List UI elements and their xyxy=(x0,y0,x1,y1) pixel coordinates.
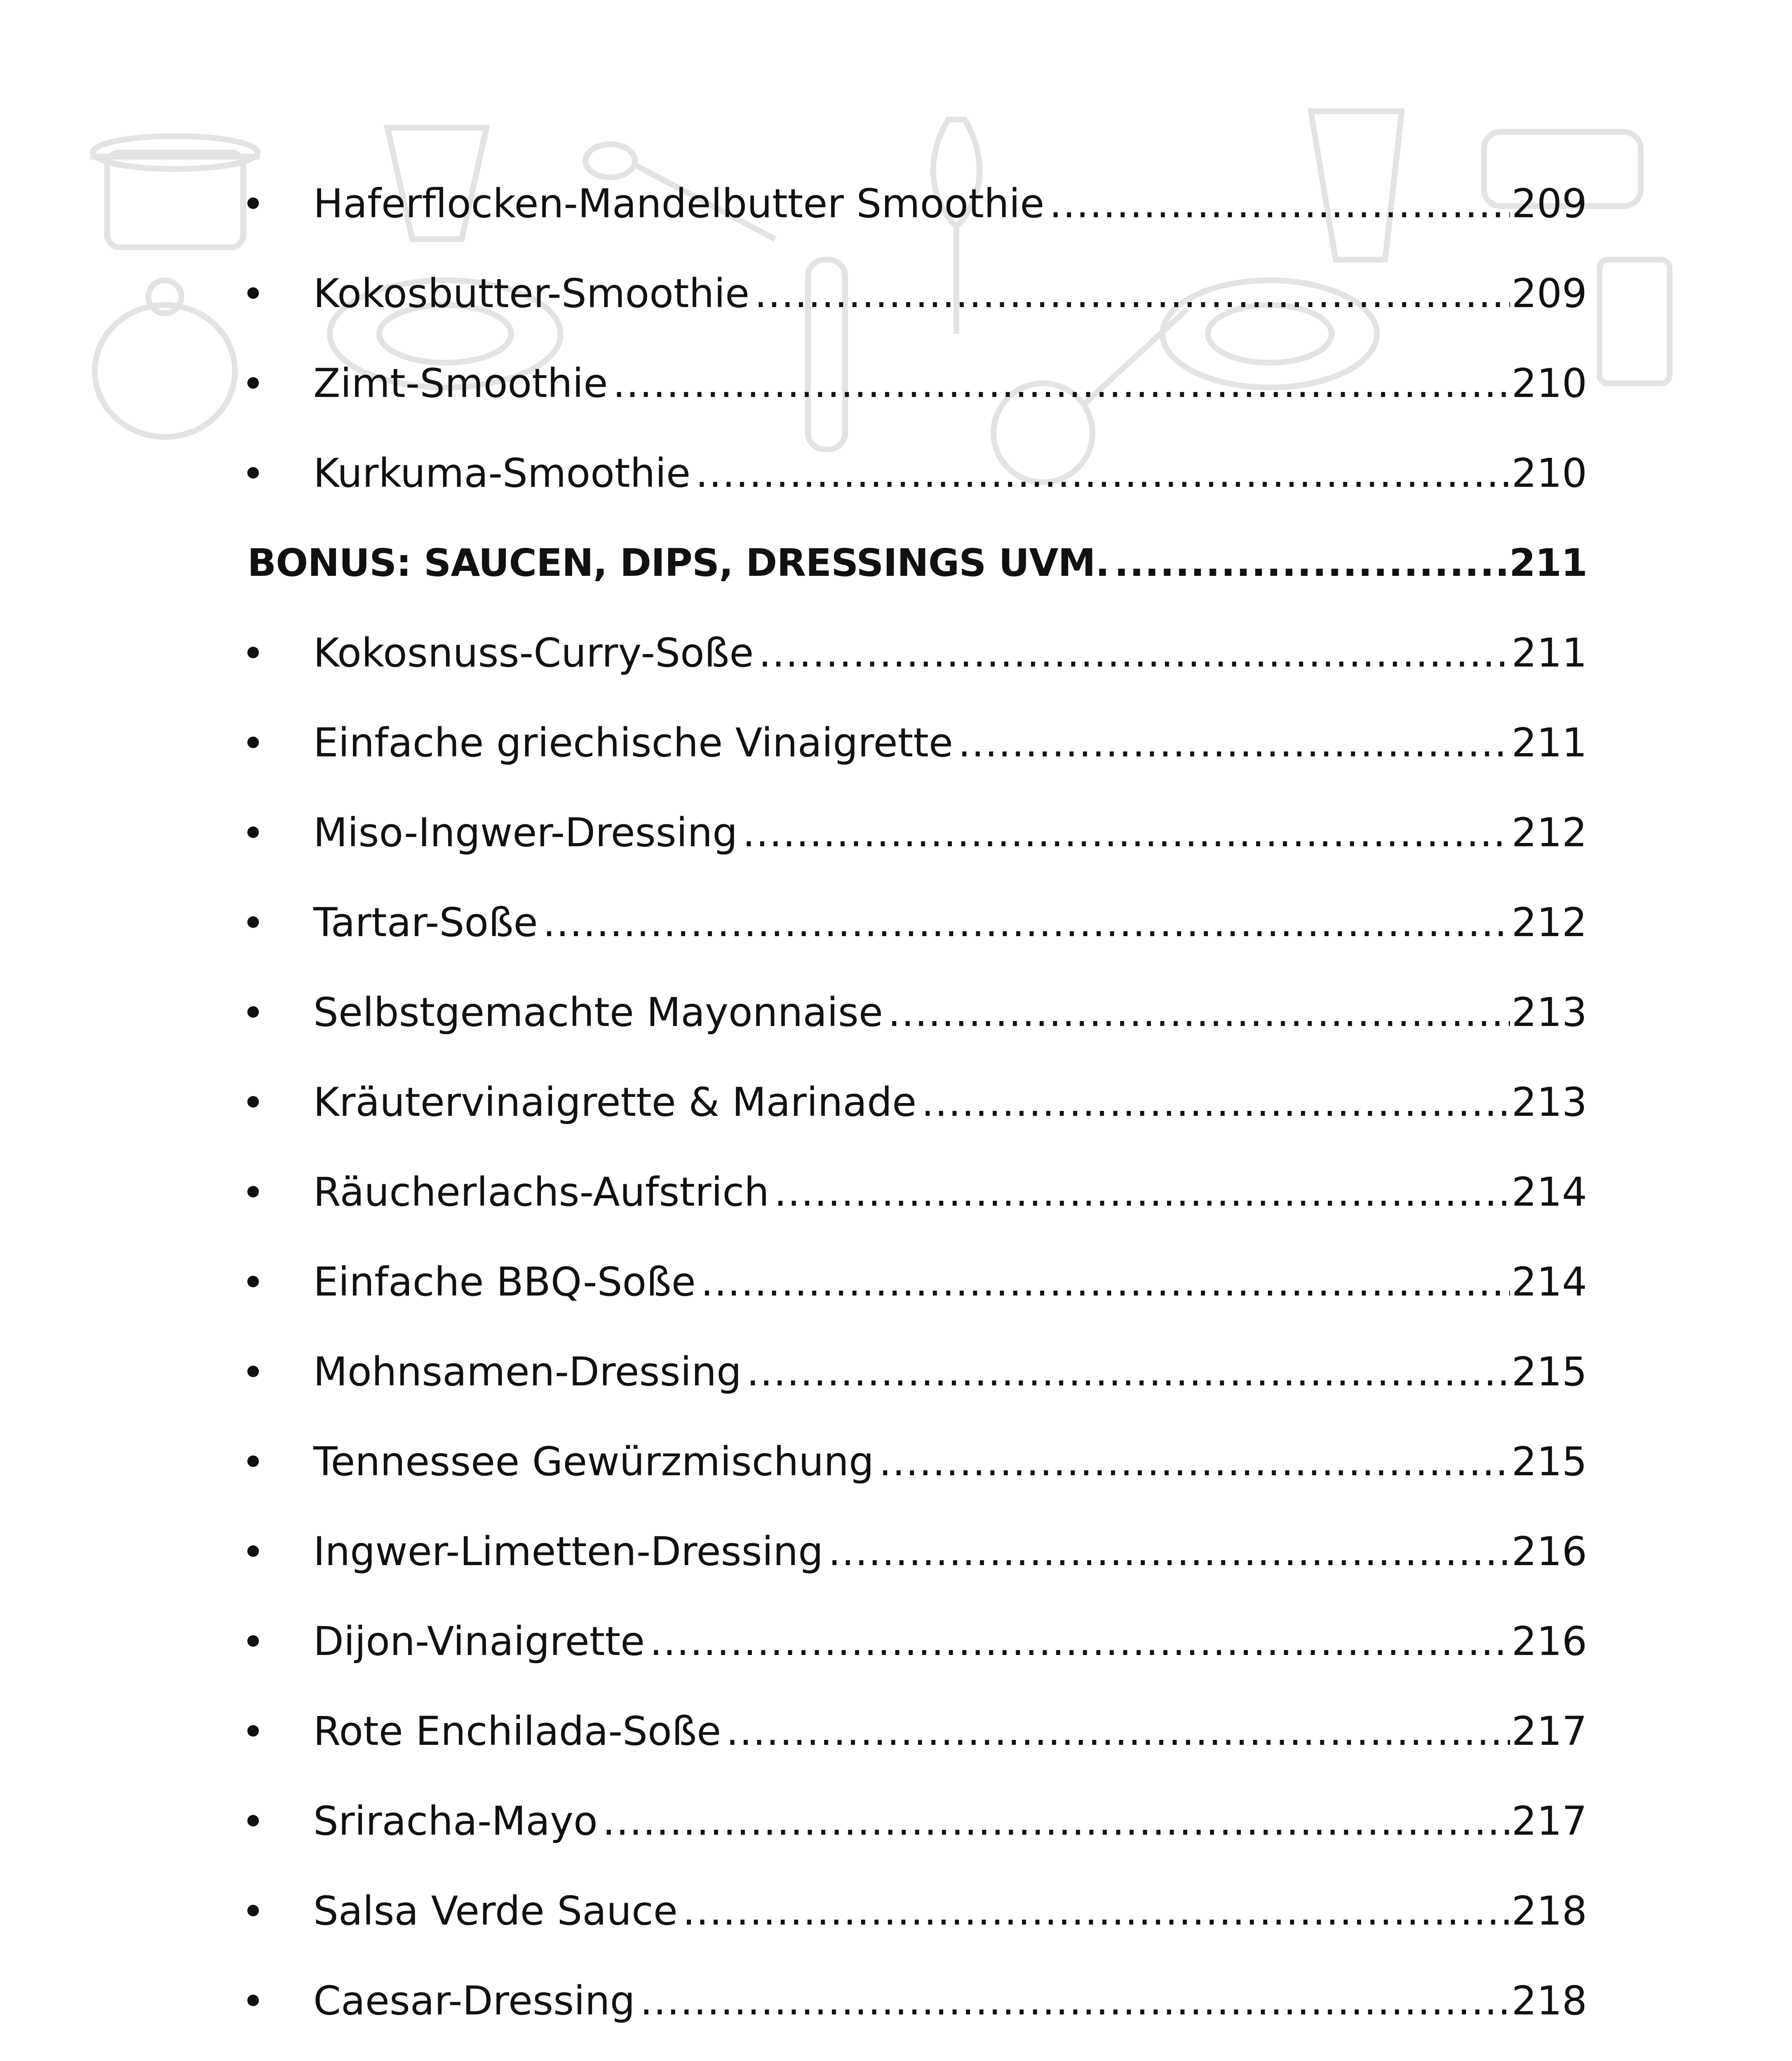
toc-entry-title: Mohnsamen-Dressing xyxy=(313,1349,742,1395)
toc-entry[interactable] xyxy=(247,249,1587,338)
bullet-icon xyxy=(247,916,259,928)
bullet-icon xyxy=(247,1635,259,1647)
bullet-icon xyxy=(247,647,259,658)
bullet-icon xyxy=(247,197,259,209)
bullet-icon xyxy=(247,826,259,838)
toc-entry[interactable] xyxy=(247,2046,1587,2061)
toc-entry-page: 213 xyxy=(1511,989,1587,1035)
bullet-icon xyxy=(247,1455,259,1467)
pot-icon xyxy=(91,136,260,247)
toc-entry-title: Tartar-Soße xyxy=(313,899,538,946)
toc-entry-title: Dijon-Vinaigrette xyxy=(313,1618,645,1664)
toc-entry-page: 209 xyxy=(1511,181,1587,227)
toc-entry-title: Tennessee Gewürzmischung xyxy=(313,1439,874,1485)
toc-entry-page: 209 xyxy=(1511,270,1587,317)
toc-entry-title: Zimt-Smoothie xyxy=(313,360,608,406)
bullet-icon xyxy=(247,1725,259,1737)
toc-entry[interactable] xyxy=(247,878,1587,967)
toc-entry-page: 211 xyxy=(1511,720,1587,766)
toc-entry-page: 216 xyxy=(1511,1618,1587,1664)
dot-leader xyxy=(774,1147,1510,1237)
toc-entry[interactable] xyxy=(247,1147,1587,1237)
dot-leader xyxy=(879,1417,1510,1507)
toc-entry[interactable] xyxy=(247,1686,1587,1776)
dot-leader xyxy=(603,1776,1510,1866)
toc-entry[interactable] xyxy=(247,1507,1587,1596)
toc-entry[interactable] xyxy=(247,1956,1587,2046)
toc-entry-title: Haferflocken-Mandelbutter Smoothie xyxy=(313,181,1045,227)
dot-leader xyxy=(1049,159,1510,249)
bullet-icon xyxy=(247,737,259,748)
toc-entry-title: Kurkuma-Smoothie xyxy=(313,450,691,496)
bullet-icon xyxy=(247,1006,259,1018)
toc-entry[interactable] xyxy=(247,608,1587,698)
sugar-bowl-icon xyxy=(95,280,235,437)
toc-entry-page: 211 xyxy=(1511,630,1587,676)
dot-leader xyxy=(747,1327,1510,1417)
dot-leader xyxy=(695,428,1510,518)
bullet-icon xyxy=(247,1096,259,1108)
dot-leader xyxy=(742,788,1510,878)
toc-entry-title xyxy=(313,2046,653,2061)
dot-leader xyxy=(759,608,1510,698)
toc-entry[interactable] xyxy=(247,1417,1587,1507)
toc-entry-page: 212 xyxy=(1511,810,1587,856)
dot-leader xyxy=(754,249,1510,338)
toc-entry[interactable] xyxy=(247,159,1587,249)
toc-section-heading[interactable] xyxy=(247,518,1587,608)
toc-entry-page: 218 xyxy=(1511,1978,1587,2024)
dot-leader xyxy=(613,338,1510,428)
dot-leader xyxy=(640,1956,1510,2046)
dot-leader xyxy=(653,2046,1510,2061)
bullet-icon xyxy=(247,1815,259,1826)
toc-entry-page: 216 xyxy=(1511,1528,1587,1575)
toc-entry-page: 217 xyxy=(1511,1708,1587,1754)
toc-entry[interactable] xyxy=(247,698,1587,788)
toc-entry-title: Einfache BBQ-Soße xyxy=(313,1259,696,1305)
toc-entry-title: Kräutervinaigrette & Marinade xyxy=(313,1079,917,1125)
dot-leader xyxy=(683,1866,1510,1956)
dot-leader xyxy=(888,967,1510,1057)
bullet-icon xyxy=(247,1186,259,1197)
toc-entry-title: Sriracha-Mayo xyxy=(313,1798,598,1844)
toc-entry-page: 217 xyxy=(1511,1798,1587,1844)
toc-entry-title: Caesar-Dressing xyxy=(313,1978,635,2024)
toc-entry[interactable] xyxy=(247,1866,1587,1956)
dot-leader xyxy=(726,1686,1510,1776)
toc-entry[interactable] xyxy=(247,1327,1587,1417)
toc-entry-page: 212 xyxy=(1511,899,1587,946)
toc-entry[interactable] xyxy=(247,1776,1587,1866)
dot-leader xyxy=(958,698,1510,788)
toc-entry-title: Selbstgemachte Mayonnaise xyxy=(313,989,883,1035)
bullet-icon xyxy=(247,1995,259,2006)
toc-entry-page xyxy=(1510,2046,1587,2061)
toc-entry-page: 215 xyxy=(1511,1439,1587,1485)
toc-entry[interactable] xyxy=(247,1057,1587,1147)
bullet-icon xyxy=(247,1276,259,1287)
toc-entry-page: 214 xyxy=(1511,1169,1587,1215)
toc-entry-page: 215 xyxy=(1511,1349,1587,1395)
toc-entry-title: Einfache griechische Vinaigrette xyxy=(313,720,953,766)
toc-entry-title: Ingwer-Limetten-Dressing xyxy=(313,1528,824,1575)
toc-entry-page: 214 xyxy=(1511,1259,1587,1305)
dot-leader xyxy=(1114,518,1508,608)
toc-entry-title: Rote Enchilada-Soße xyxy=(313,1708,721,1754)
toc-entry-title: Miso-Ingwer-Dressing xyxy=(313,810,738,856)
toc-entry-page: 210 xyxy=(1511,450,1587,496)
bullet-icon xyxy=(247,1545,259,1557)
table-of-contents xyxy=(247,159,1587,2061)
dot-leader xyxy=(921,1057,1510,1147)
toc-entry[interactable] xyxy=(247,428,1587,518)
toc-entry-title: Räucherlachs-Aufstrich xyxy=(313,1169,769,1215)
toc-entry-title: Kokosnuss-Curry-Soße xyxy=(313,630,754,676)
toc-entry[interactable] xyxy=(247,967,1587,1057)
toc-entry-title: Salsa Verde Sauce xyxy=(313,1888,678,1934)
toc-entry-page: 213 xyxy=(1511,1079,1587,1125)
toc-entry-title: Kokosbutter-Smoothie xyxy=(313,270,750,317)
toc-entry[interactable] xyxy=(247,1596,1587,1686)
toc-section-title: BONUS: SAUCEN, DIPS, DRESSINGS UVM. xyxy=(247,541,1109,585)
bullet-icon xyxy=(247,1366,259,1377)
dot-leader xyxy=(543,878,1510,967)
toc-entry[interactable] xyxy=(247,1237,1587,1327)
toc-section-page: 211 xyxy=(1509,541,1587,585)
bullet-icon xyxy=(247,287,259,299)
grater-icon xyxy=(1599,260,1670,383)
toc-entry[interactable] xyxy=(247,338,1587,428)
dot-leader xyxy=(650,1596,1510,1686)
bullet-icon xyxy=(247,377,259,389)
toc-entry-page: 210 xyxy=(1511,360,1587,406)
dot-leader xyxy=(828,1507,1510,1596)
bullet-icon xyxy=(247,467,259,479)
toc-entry[interactable] xyxy=(247,788,1587,878)
toc-entry-page: 218 xyxy=(1511,1888,1587,1934)
bullet-icon xyxy=(247,1905,259,1916)
dot-leader xyxy=(701,1237,1510,1327)
